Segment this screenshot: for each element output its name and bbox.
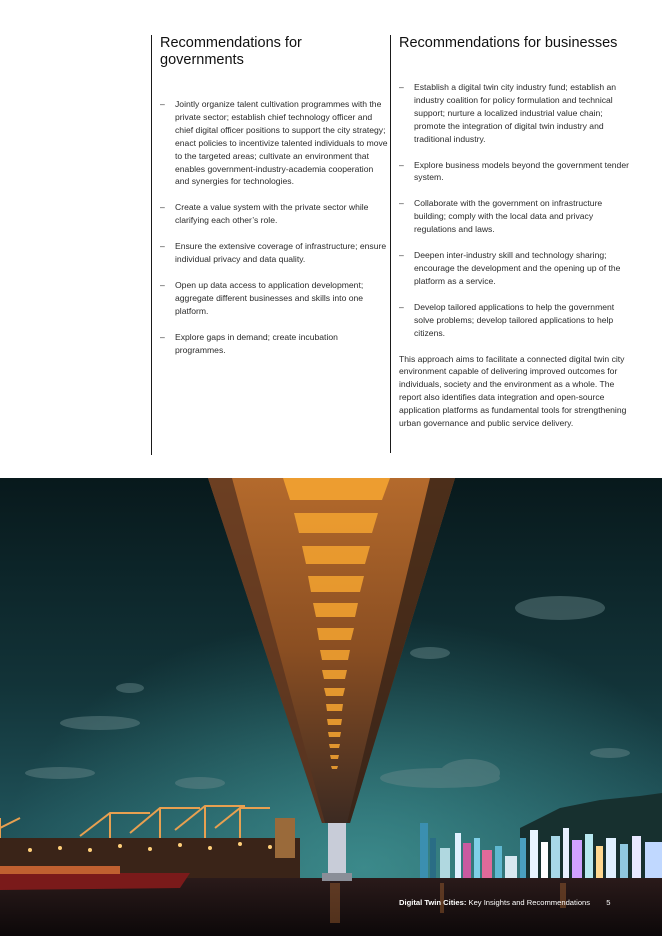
list-item: – Open up data access to application development; aggregate different businesses and skills into one platform.	[160, 279, 364, 316]
list-item: – Ensure the extensive coverage of infrastructure; ensure individual privacy and data quality.	[160, 241, 387, 265]
footer-subtitle: Key Insights and Recommendations	[468, 898, 591, 907]
list-dash: –	[399, 159, 404, 170]
page-footer	[399, 898, 610, 907]
businesses-list	[399, 81, 631, 340]
footer-report-title: Digital Twin Cities:	[399, 898, 467, 907]
businesses-heading: Recommendations for businesses	[399, 35, 618, 51]
governments-heading: Recommendations for governments	[160, 35, 302, 68]
list-item: – Jointly organize talent cultivation programmes with the private sector; establish chief technology officer and chief digital officer positions to support the city strategy; enact policies to incentivize talented individuals to move to the targeted areas; cultivate an environment that enables government-industry-academia cooperation and synergies for technologies.	[160, 99, 388, 187]
list-dash: –	[160, 279, 165, 290]
bridge-photo-illustration	[0, 478, 662, 936]
bridge-night-photo	[0, 478, 662, 936]
list-dash: –	[399, 198, 404, 209]
list-dash: –	[160, 99, 165, 109]
list-dash: –	[160, 241, 165, 252]
businesses-column	[390, 35, 631, 453]
list-item: – Establish a digital twin city industry fund; establish an industry coalition for policy formulation and technical support; nurture a localized industrial value chain; promote the integration of digital twin industry and traditional industry.	[399, 82, 617, 144]
list-item: – Develop tailored applications to help the government solve problems; develop tailored applications to help citizens.	[399, 301, 615, 338]
list-dash: –	[160, 331, 165, 342]
list-dash: –	[399, 82, 404, 92]
bridge-pier	[328, 818, 346, 880]
list-item: – Explore business models beyond the government tender system.	[399, 159, 629, 183]
list-dash: –	[160, 202, 165, 213]
boat	[0, 873, 190, 890]
list-item: – Explore gaps in demand; create incubation programmes.	[160, 331, 338, 355]
closing-paragraph: This approach aims to facilitate a connected digital twin city environment capable of delivering improved outcomes for individuals, society and the environment as a whole. The report also identifies data integration and open-source application platforms as fundamental tools for strengthening urban governance and public service delivery.	[399, 353, 627, 429]
list-item: – Deepen inter-industry skill and technology sharing; encourage the development and the opening up of the platform as a service.	[399, 250, 621, 286]
page-number: 5	[606, 898, 611, 907]
list-dash: –	[399, 250, 404, 261]
governments-column	[151, 35, 388, 455]
list-item: – Collaborate with the government on infrastructure building; comply with the local data and privacy regulations and laws.	[399, 198, 603, 235]
governments-list	[160, 98, 388, 357]
list-item: – Create a value system with the private sector while clarifying each other’s role.	[160, 202, 369, 226]
list-dash: –	[399, 301, 404, 312]
